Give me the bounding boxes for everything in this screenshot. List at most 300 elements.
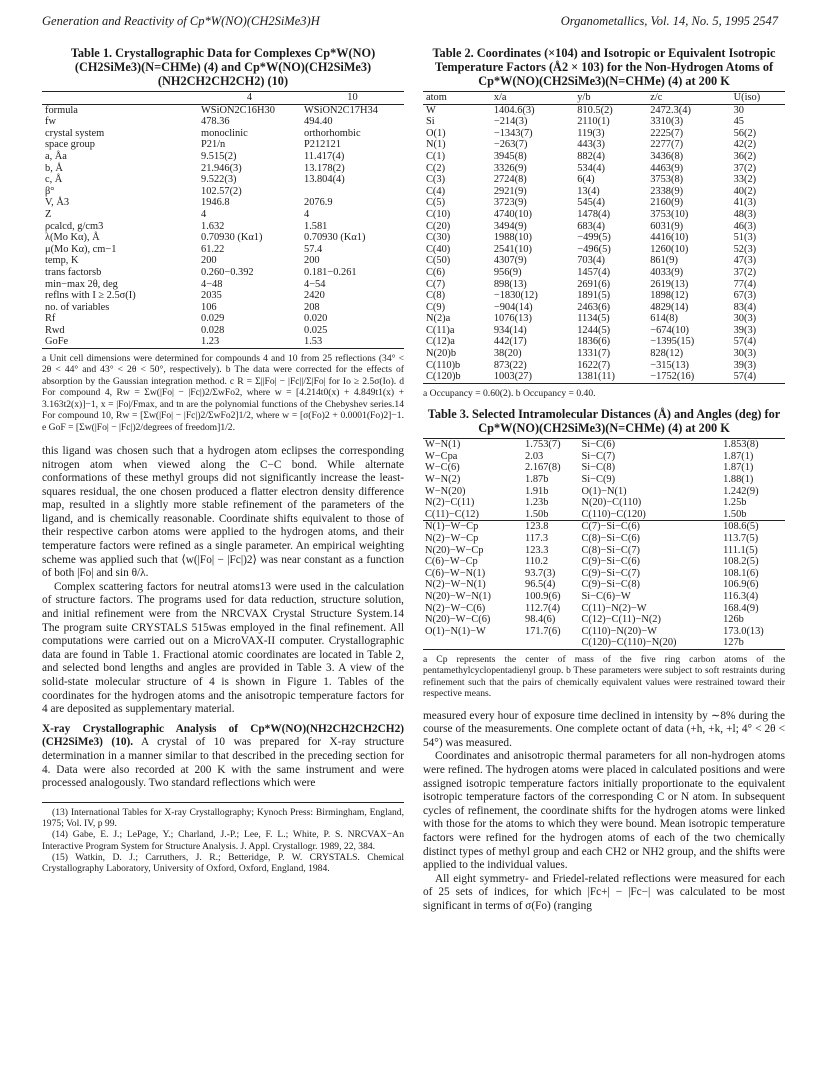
table-cell: 117.3: [525, 533, 549, 544]
table-cell: 2724(8): [493, 174, 527, 186]
table-cell: 39(3): [733, 359, 757, 371]
table-row: [42, 279, 404, 291]
table2-footnote: a Occupancy = 0.60(2). b Occupancy = 0.40.: [423, 387, 596, 399]
table-cell: 898(13): [493, 278, 527, 290]
table-row: [423, 451, 785, 463]
table-cell: 0.020: [304, 313, 328, 325]
table-cell: Si−C(6): [581, 439, 616, 451]
table-cell: C(6): [426, 266, 446, 278]
table-row: [42, 116, 404, 128]
table-cell: 882(4): [577, 150, 605, 162]
table-row: [423, 521, 785, 533]
table-cell: C(10): [426, 208, 451, 220]
table-cell: N(2)−C(11): [425, 497, 475, 509]
table-cell: 108.2(5): [723, 556, 759, 568]
table-header: atom: [426, 92, 447, 103]
table-cell: W−N(20): [425, 485, 466, 497]
table-cell: −315(13): [650, 359, 689, 371]
table3-footnote: a Cp represents the center of mass of the five ring carbon atoms of the pentamethylcyclopentadienyl group. b These parameters were subject to soft restraints during refinement such that the pairs of chemically equivalent values were restrained toward their respective means.: [423, 653, 785, 700]
table-cell: 810.5(2): [577, 104, 613, 116]
table-cell: 2420: [304, 290, 325, 302]
table-cell: 1836(6): [577, 336, 611, 348]
table-cell: 4740(10): [493, 208, 532, 220]
table-cell: 123.8: [525, 521, 549, 533]
table-cell: 4−54: [304, 278, 326, 290]
table-cell: 614(8): [650, 313, 678, 325]
table-cell: P21/n: [201, 139, 226, 151]
table-cell: C(8)−Si−C(6): [581, 533, 640, 544]
table-cell: 1.87(1): [723, 450, 754, 462]
table-cell: 545(4): [577, 197, 605, 209]
table-cell: 57.4: [304, 243, 323, 255]
table-cell: 1.632: [201, 220, 225, 232]
table-row: [423, 486, 785, 498]
table-cell: 828(12): [650, 348, 684, 360]
table-row: [423, 545, 785, 557]
table-cell: space group: [45, 139, 95, 151]
table-row: [42, 313, 404, 325]
table-cell: 4−48: [201, 278, 223, 290]
table-cell: 30(3): [733, 313, 757, 325]
table-row: [423, 614, 785, 626]
table-cell: N(20)−W−C(6): [425, 614, 491, 626]
table-cell: [523, 637, 579, 649]
table1: [42, 91, 404, 349]
table-cell: 57(4): [733, 371, 757, 383]
table-cell: C(20): [426, 220, 451, 232]
table2-caption: Table 2. Coordinates (×104) and Isotropic or Equivalent Isotropic Temperature Factors (Å2 × 103) for the Non-Hydrogen Atoms of Cp*W(NO)(CH2SiMe3)(N=CHMe) (4) at 200 K: [432, 46, 776, 88]
table-cell: 37(2): [733, 266, 757, 278]
table-cell: 13.804(4): [304, 174, 345, 186]
table3-distances: [423, 439, 785, 521]
table-cell: 2921(9): [493, 185, 527, 197]
table-cell: 442(17): [493, 336, 527, 348]
table-cell: 0.70930 (Kα1): [201, 232, 263, 244]
table-row: [423, 197, 785, 209]
table-row: [423, 302, 785, 314]
table-cell: 0.70930 (Kα1): [304, 232, 366, 244]
table-cell: −1343(7): [493, 127, 533, 139]
table-row: [423, 267, 785, 279]
table-cell: C(50): [426, 255, 451, 267]
table-cell: C(2): [426, 162, 446, 174]
table-cell: Z: [45, 208, 52, 220]
table-cell: −904(14): [493, 301, 533, 313]
paragraph: Complex scattering factors for neutral atoms13 were used in the calculation of structure factors. The programs used for data reduction, structure solution, and initial refinement were from the NRCVAX Crystal Structure System.14 The program suite CRYSTALS 515was employed in the final refinement. All computations were carried out on a MicroVAX-II computer. Crystallographic data are found in Table 1. Fractional atomic coordinates are located in Table 2, and selected bond lengths and angles are provided in Table 3. A view of the solid-state molecular structure of 4 is shown in Figure 1. Tables of the coordinates for the hydrogen atoms and the anisotropic temperature factors for 4 are deposited as supplementary material.: [42, 580, 404, 716]
table-row: [423, 509, 785, 521]
table-cell: 1622(7): [577, 359, 611, 371]
table-cell: 41(3): [733, 197, 757, 209]
table2-header-row: [423, 92, 785, 105]
table-cell: 33(2): [733, 174, 757, 186]
reference-item: (13) International Tables for X-ray Crystallography; Kynoch Press: Birmingham, England, 1975; Vol. IV, p 99.: [42, 807, 404, 830]
table-cell: 38(20): [493, 348, 522, 360]
table-cell: 96.5(4): [525, 579, 556, 591]
table-cell: GoFe: [45, 336, 69, 348]
table-cell: C(6)−W−Cp: [425, 556, 478, 568]
table-cell: formula: [45, 104, 78, 116]
table-row: [423, 279, 785, 291]
paragraph: measured every hour of exposure time declined in intensity by ∼8% during the course of the measurements. One complete octant of data (+h, +k, +l; 4° < 2θ < 54°) was measured.: [423, 709, 785, 749]
table-row: [423, 603, 785, 615]
table-cell: 3753(8): [650, 174, 684, 186]
table-cell: 3494(9): [493, 220, 527, 232]
table-cell: 2076.9: [304, 197, 333, 209]
table-cell: 56(2): [733, 127, 757, 139]
table-row: [42, 232, 404, 244]
table-cell: C(1): [426, 150, 446, 162]
table-cell: β°: [45, 185, 55, 197]
table-cell: O(1)−N(1): [581, 485, 627, 497]
table-cell: 478.36: [201, 116, 230, 128]
table-cell: N(20)−W−Cp: [425, 544, 484, 556]
table-cell: 4307(9): [493, 255, 527, 267]
table-cell: 1891(5): [577, 290, 611, 302]
table-cell: reflns with I ≥ 2.5σ(I): [45, 290, 136, 302]
running-header: [42, 14, 778, 30]
paragraph: this ligand was chosen such that a hydrogen atom eclipses the corresponding nitrogen atom when viewed along the C−C bond. While alternate conformations of these methyl groups did not significantly increase the least-squares residual, the one chosen produced a flatter electron density difference map, resulted in a slightly more stable refinement of the parameters of the ligand, and is chemically reasonable. Coordinate shifts equivalent to those of their respective carbon atoms were applied to the hydrogen atoms, and their temperature factors were refined as a single parameter. An empirical weighting scheme was applied such that ⟨w(|Fo| − |Fc|)2⟩ was near constant as a function of both |Fo| and sin θ/λ.: [42, 444, 404, 580]
table-row: [42, 104, 404, 116]
table-cell: N(2)−W−Cp: [425, 533, 479, 544]
table-cell: 4033(9): [650, 266, 684, 278]
table-cell: 4463(9): [650, 162, 684, 174]
table-row: [423, 128, 785, 140]
table-cell: 0.025: [304, 324, 328, 336]
table-cell: C(120)−C(110)−N(20): [581, 637, 677, 649]
table-cell: 1.242(9): [723, 485, 759, 497]
table-cell: 1.91b: [525, 485, 549, 497]
table-cell: 48(3): [733, 208, 757, 220]
table-header: [42, 92, 198, 105]
table-cell: 106.9(6): [723, 579, 759, 591]
table-cell: 1.23: [201, 336, 220, 348]
table-cell: 1.581: [304, 220, 328, 232]
table-cell: 102.57(2): [201, 185, 242, 197]
table-row: [423, 533, 785, 545]
table-cell: −214(3): [493, 116, 528, 128]
table-cell: 30: [733, 104, 744, 116]
table-cell: 1003(27): [493, 371, 532, 383]
table-cell: [301, 186, 404, 198]
table-cell: 494.40: [304, 116, 333, 128]
table-cell: 119(3): [577, 127, 605, 139]
table-cell: 0.029: [201, 313, 225, 325]
table-cell: crystal system: [45, 127, 105, 139]
table-cell: C(6)−W−N(1): [425, 567, 486, 579]
journal-citation: Organometallics, Vol. 14, No. 5, 1995 2547: [560, 14, 778, 28]
table-cell: C(11)−N(2)−W: [581, 602, 647, 614]
table-cell: 2619(13): [650, 278, 689, 290]
table-row: [423, 591, 785, 603]
table1-caption: Table 1. Crystallographic Data for Complexes Cp*W(NO)(CH2SiMe3)(N=CHMe) (4) and Cp*W(NO)(CH2SiMe3)(NH2CH2CH2CH2) (10): [70, 46, 376, 88]
table-cell: Si−C(6)−W: [581, 590, 631, 602]
table-row: [42, 221, 404, 233]
table-cell: −496(5): [577, 243, 611, 255]
running-title: Generation and Reactivity of Cp*W(NO)(CH2SiMe3)H: [42, 14, 320, 28]
table-cell: W−C(6): [425, 462, 460, 474]
table-cell: [423, 637, 523, 649]
section-text: A crystal of 10 was prepared for X-ray structure determination in a manner similar to that described in the preceding section for 4. Data were also recorded at 200 K with the same instrument and were processed analogously. Two standard reflections which were: [42, 736, 404, 790]
table-row: [423, 626, 785, 638]
table-row: [423, 151, 785, 163]
table-cell: 98.4(6): [525, 614, 556, 626]
table-cell: 0.260−0.392: [201, 266, 254, 278]
table-cell: C(9)−Si−C(6): [581, 556, 640, 568]
table-cell: 47(3): [733, 255, 757, 267]
table-row: [423, 139, 785, 151]
table-cell: C(110)b: [426, 359, 461, 371]
table-cell: 127b: [723, 637, 744, 649]
table-cell: 3945(8): [493, 150, 527, 162]
table-cell: C(8): [426, 290, 446, 302]
table-cell: −1395(15): [650, 336, 695, 348]
references: [42, 802, 404, 874]
table-header: U(iso): [733, 92, 761, 103]
table-row: [423, 290, 785, 302]
table-cell: 4416(10): [650, 232, 689, 244]
table-row: [42, 244, 404, 256]
table-cell: monoclinic: [201, 127, 248, 139]
table-cell: 1.87(1): [723, 462, 754, 474]
table-row: [42, 209, 404, 221]
table-cell: V, Å3: [45, 197, 70, 209]
table-row: [423, 568, 785, 580]
table-cell: 52(3): [733, 243, 757, 255]
table-cell: C(7)−Si−C(6): [581, 521, 640, 533]
table-cell: 3326(9): [493, 162, 527, 174]
table-cell: 106: [201, 301, 217, 313]
table-cell: 77(4): [733, 278, 757, 290]
table-cell: O(1)−N(1)−W: [425, 625, 486, 637]
table-cell: 3310(3): [650, 116, 684, 128]
table-row: [42, 139, 404, 151]
table-row: [423, 232, 785, 244]
table-cell: C(9)−Si−C(8): [581, 579, 640, 591]
table-cell: 45: [733, 116, 744, 128]
table-cell: W−N(2): [425, 474, 461, 486]
table-cell: −499(5): [577, 232, 611, 244]
table-cell: 3436(8): [650, 150, 684, 162]
paragraph: Coordinates and anisotropic thermal parameters for all non-hydrogen atoms were refined. The hydrogen atoms were placed in calculated positions and were assigned isotropic temperature factors initially proportionate to the equivalent isotropic temperature factors of the corresponding C or N atom. In subsequent cycles of refinement, the coordinate shifts for the hydrogen atoms were linked with those for the atoms to which they were bound. Mean isotropic temperature factors were refined for the hydrogen atoms of each of the two chemically distinct types of methyl group and each CH2 or NH2 group, and the shifts were applied to the individual values.: [423, 750, 785, 872]
table-cell: C(40): [426, 243, 451, 255]
table-cell: 51(3): [733, 232, 757, 244]
table-cell: 2541(10): [493, 243, 532, 255]
table-cell: 13(4): [577, 185, 600, 197]
table-cell: 11.417(4): [304, 150, 345, 162]
table-row: [423, 325, 785, 337]
table-cell: 111.1(5): [723, 544, 758, 556]
table-row: [42, 325, 404, 337]
table-cell: N(20)−W−N(1): [425, 590, 491, 602]
table-cell: 2691(6): [577, 278, 611, 290]
table1-header-row: [42, 92, 404, 105]
table-cell: 1.87b: [525, 474, 549, 486]
table-cell: 1404.6(3): [493, 104, 535, 116]
table-row: [423, 163, 785, 175]
table-cell: trans factorsb: [45, 266, 102, 278]
table-cell: 37(2): [733, 162, 757, 174]
reference-item: (14) Gabe, E. J.; LePage, Y.; Charland, J.-P.; Lee, F. L.; White, P. S. NRCVAX−An Interactive Program System for Structure Analysis. J. Appl. Crystallogr. 1989, 22, 384.: [42, 829, 404, 852]
table-row: [42, 336, 404, 348]
table-cell: 1.50b: [723, 508, 747, 520]
table-cell: 93.7(3): [525, 567, 556, 579]
table-cell: 30(3): [733, 348, 757, 360]
table-cell: N(2)a: [426, 313, 451, 325]
table-cell: 1946.8: [201, 197, 230, 209]
table-cell: 21.946(3): [201, 162, 242, 174]
table-cell: 2160(9): [650, 197, 684, 209]
table-cell: 1478(4): [577, 208, 611, 220]
table-cell: N(2)−W−C(6): [425, 602, 486, 614]
table-cell: 2277(7): [650, 139, 684, 151]
table3-caption: Table 3. Selected Intramolecular Distances (Å) and Angles (deg) for Cp*W(NO)(CH2SiMe3)(N=CHMe) (4) at 200 K: [427, 407, 781, 436]
table-cell: 2.03: [525, 450, 544, 462]
table-cell: 123.3: [525, 544, 549, 556]
table-cell: λ(Mo Kα), Å: [45, 232, 100, 244]
table-cell: Si: [426, 116, 435, 128]
table1-footnote: a Unit cell dimensions were determined for compounds 4 and 10 from 25 reflections (34° < 2θ < 44° and 43° < 2θ < 50°, respectively). b The data were corrected for the effects of absorption by the Gaussian integration method. c R = Σ||Fo| − |Fc||/Σ|Fo| for Io ≥ 2.5σ(Io). d For compound 4, Rw = Σw(|Fo| − |Fc|)2/ΣwFo2, where w = [4.214t0(x) + 4.849t1(x) + 3.163t2(x)]−1, x = |Fo|/Fmax, and tn are the polynomial functions of the Chebyshev series.14 For compound 10, Rw = [Σw(|Fo| − |Fc|)2/ΣwFo2]1/2, where w = [σ(Fo)2 + 0.0001(Fo)2]−1. e GoF = [Σw(|Fo| − |Fc|)2/degrees of freedom]1/2.: [42, 353, 404, 433]
table-row: [423, 497, 785, 509]
table-cell: 6031(9): [650, 220, 684, 232]
table-row: [423, 104, 785, 116]
table-cell: 208: [304, 301, 320, 313]
table-cell: 2225(7): [650, 127, 684, 139]
table-cell: 39(3): [733, 324, 757, 336]
table-cell: C(11)a: [426, 324, 455, 336]
table-row: [423, 579, 785, 591]
table-header: z/c: [650, 92, 663, 103]
table-cell: 1.50b: [525, 508, 549, 520]
table-row: [423, 637, 785, 649]
table-row: [42, 255, 404, 267]
table-cell: P212121: [304, 139, 341, 151]
table-cell: O(1): [426, 127, 446, 139]
table-cell: WSiON2C16H30: [201, 104, 275, 116]
table-cell: 1.88(1): [723, 474, 754, 486]
table-cell: 1381(11): [577, 371, 615, 383]
table-cell: 36(2): [733, 150, 757, 162]
table-row: [42, 302, 404, 314]
table-cell: N(2)−W−N(1): [425, 579, 486, 591]
table-cell: C(110)−N(20)−W: [581, 625, 657, 637]
table-cell: C(4): [426, 185, 446, 197]
table-row: [423, 186, 785, 198]
table-cell: C(12)a: [426, 336, 455, 348]
table-row: [423, 439, 785, 451]
table-cell: −674(10): [650, 324, 689, 336]
table-row: [42, 128, 404, 140]
table-cell: N(1)−W−Cp: [425, 521, 479, 533]
table-row: [42, 151, 404, 163]
table-cell: 42(2): [733, 139, 757, 151]
table-row: [423, 313, 785, 325]
table-header: x/a: [493, 92, 507, 103]
table-cell: W−N(1): [425, 439, 461, 451]
reference-item: (15) Watkin, D. J.; Carruthers, J. R.; Betteridge, P. W. CRYSTALS. Chemical Crystallography Laboratory, University of Oxford, Oxford, England, 1984.: [42, 851, 404, 875]
table-cell: 3723(9): [493, 197, 527, 209]
table-row: [42, 197, 404, 209]
table-row: [423, 255, 785, 267]
table-row: [42, 186, 404, 198]
table-cell: 703(4): [577, 255, 605, 267]
table-cell: 1.53: [304, 336, 323, 348]
table-cell: 57(4): [733, 336, 757, 348]
table-cell: 61.22: [201, 243, 225, 255]
table-cell: 2.167(8): [525, 462, 561, 474]
table-cell: C(9)−Si−C(7): [581, 567, 640, 579]
table-cell: Si−C(8): [581, 462, 616, 474]
table-cell: a, Åa: [45, 150, 67, 162]
table-cell: 1898(12): [650, 290, 689, 302]
table-cell: 40(2): [733, 185, 757, 197]
table-cell: 2338(9): [650, 185, 684, 197]
table-cell: fw: [45, 116, 56, 128]
table-cell: 67(3): [733, 290, 757, 302]
table-row: [423, 348, 785, 360]
table-cell: C(8)−Si−C(7): [581, 544, 640, 556]
table-cell: Rf: [45, 313, 56, 325]
table-cell: 873(22): [493, 359, 527, 371]
table-cell: 113.7(5): [723, 533, 759, 544]
table-cell: temp, K: [45, 255, 79, 267]
table-cell: C(110)−C(120): [581, 508, 646, 520]
table-cell: 4: [201, 208, 207, 220]
table-cell: −263(7): [493, 139, 528, 151]
table2-body: [423, 104, 785, 383]
table-cell: 1.25b: [723, 497, 747, 509]
table-row: [423, 209, 785, 221]
table-cell: 13.178(2): [304, 162, 345, 174]
table-cell: 0.028: [201, 324, 225, 336]
table3-angles: [423, 521, 785, 650]
table-cell: Rwd: [45, 324, 65, 336]
table-cell: C(7): [426, 278, 446, 290]
table-cell: C(30): [426, 232, 451, 244]
table-cell: 934(14): [493, 324, 527, 336]
table-cell: Si−C(7): [581, 450, 616, 462]
table-cell: 2463(6): [577, 301, 611, 313]
table-cell: WSiON2C17H34: [304, 104, 378, 116]
table-cell: 1331(7): [577, 348, 611, 360]
table-row: [423, 221, 785, 233]
table-cell: μ(Mo Kα), cm−1: [45, 243, 117, 255]
table-cell: 126b: [723, 614, 744, 626]
section-heading: X-ray Crystallographic Analysis of Cp*W(NO)(NH2CH2CH2CH2)(CH2SiMe3) (10).: [42, 722, 404, 749]
table-cell: N(20)b: [426, 348, 457, 360]
table-cell: −1752(16): [650, 371, 695, 383]
table-row: [42, 267, 404, 279]
table-row: [423, 556, 785, 568]
table-cell: 2472.3(4): [650, 104, 691, 116]
table-cell: 1.753(7): [525, 439, 561, 451]
table-cell: 1988(10): [493, 232, 532, 244]
left-column: [42, 46, 404, 874]
table-cell: 108.6(5): [723, 521, 759, 533]
table-cell: 200: [304, 255, 320, 267]
paragraph: All eight symmetry- and Friedel-related reflections were measured for each of 25 sets of indices, for which |Fc+| − |Fc−| was calculated to be most significant in terms of σ(Fo) (ranging: [423, 872, 785, 912]
table-cell: 9.515(2): [201, 150, 237, 162]
table-cell: c, Å: [45, 174, 63, 186]
table-cell: C(9): [426, 301, 446, 313]
table-cell: 2035: [201, 290, 222, 302]
table-cell: 46(3): [733, 220, 757, 232]
table-cell: N(1): [426, 139, 446, 151]
table-cell: 861(9): [650, 255, 678, 267]
table-cell: W: [426, 104, 436, 116]
table-cell: 108.1(6): [723, 567, 759, 579]
table-row: [42, 290, 404, 302]
table-cell: C(3): [426, 174, 446, 186]
